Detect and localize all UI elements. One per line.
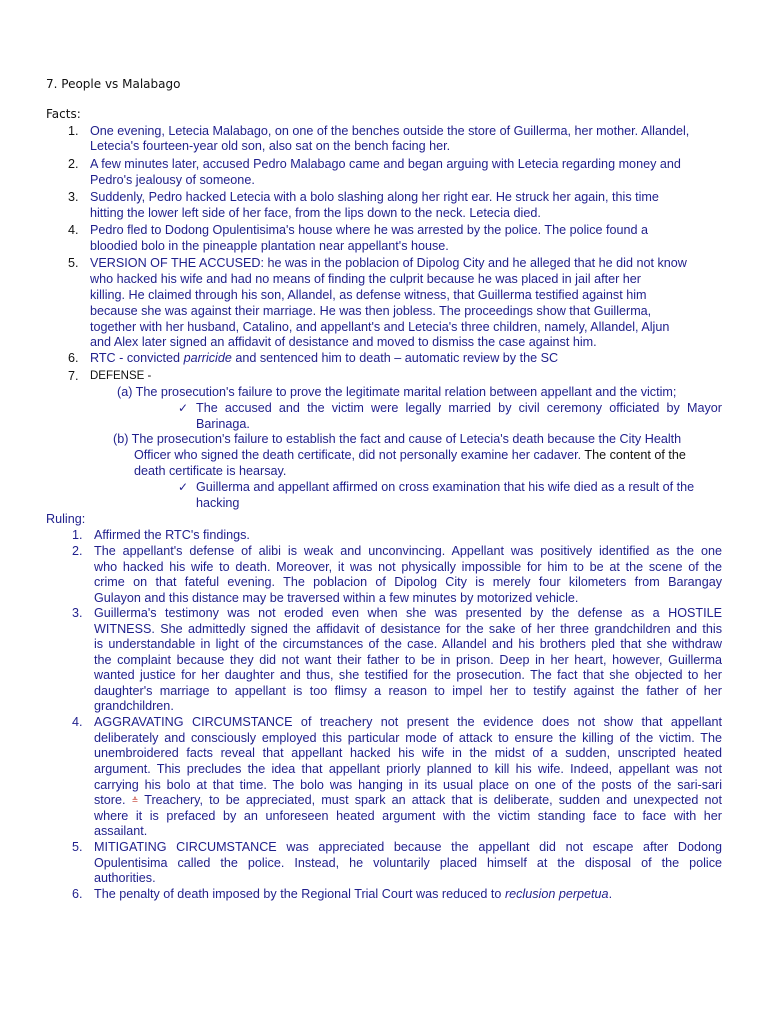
ruling-text: authorities. — [94, 871, 156, 885]
fact-text: hitting the lower left side of her face, from the lips down to the neck. Letecia died. — [90, 206, 541, 220]
defense-a-answer: The accused and the victim were legally married by civil ceremony officiated by Mayor — [196, 401, 722, 415]
case-title: 7. People vs Malabago — [46, 77, 181, 91]
fact-text: Letecia's fourteen-year old son, also sat on the bench facing her. — [90, 139, 451, 153]
facts-heading: Facts: — [46, 107, 81, 121]
list-number: 3. — [68, 190, 79, 204]
list-number: 5. — [72, 840, 83, 854]
list-number: 7. — [68, 369, 79, 383]
ruling-heading: Ruling: — [46, 512, 86, 526]
ruling-text: where it is prefaced by an unforeseen heated argument with the victim standing face to face with her — [94, 809, 722, 823]
defense-b: (b) The prosecution's failure to establish the fact and cause of Letecia's death because the City Health — [113, 432, 682, 446]
fact-text: together with her husband, Catalino, and appellant's and Letecia's three children, namely, Allandel, Aljun — [90, 320, 670, 334]
list-number: 3. — [72, 606, 83, 620]
ruling-text: grandchildren. — [94, 699, 174, 713]
ruling-text: AGGRAVATING CIRCUMSTANCE of treachery not present the evidence does not show that appellant — [94, 715, 722, 729]
ruling-text: Guillerma's testimony was not eroded even when she was presented by the defense as a HOSTILE — [94, 606, 722, 620]
checkmark-icon: ✓ — [178, 480, 189, 494]
fact-text: Suddenly, Pedro hacked Letecia with a bolo slashing along her right ear. He struck her again, this time — [90, 190, 659, 204]
ruling-text: Gulayon and this distance may be traversed within a few minutes by motorized vehicle. — [94, 591, 579, 605]
ruling-text: Opulentisima called the police. Instead, he voluntarily placed himself at the disposal of the police — [94, 856, 722, 870]
ruling-text: carrying his bolo at that time. The bolo was hanging in its usual place on one of the posts of the sari-sari — [94, 778, 722, 792]
fact-text: because she was against their marriage. He was then jobless. The proceedings show that Guillerma, — [90, 304, 652, 318]
defense-heading: DEFENSE - — [90, 370, 152, 382]
fact-text: Pedro fled to Dodong Opulentisima's house where he was arrested by the police. The police found a — [90, 223, 649, 237]
list-number: 6. — [68, 351, 79, 365]
ruling-text: MITIGATING CIRCUMSTANCE was appreciated because the appellant did not escape after Dodong — [94, 840, 722, 854]
defense-a-answer: Barinaga. — [196, 417, 250, 431]
fact-text: One evening, Letecia Malabago, on one of the benches outside the store of Guillerma, her mother. Allandel, — [90, 124, 690, 138]
list-number: 2. — [68, 157, 79, 171]
fact-text: VERSION OF THE ACCUSED: he was in the poblacion of Dipolog City and he alleged that he did not know — [90, 256, 687, 270]
ruling-text: The penalty of death imposed by the Regional Trial Court was reduced to reclusion perpetua. — [94, 887, 613, 901]
fact-text: killing. He claimed through his son, Allandel, as defense witness, that Guillerma testified against him — [90, 288, 647, 302]
ruling-text: Affirmed the RTC's findings. — [94, 528, 250, 542]
fact-text: and Alex later signed an affidavit of desistance and moved to dismiss the case against him. — [90, 335, 597, 349]
ruling-text: crime on that fateful evening. The poblacion of Dipolog City is merely four kilometers from Barangay — [94, 575, 722, 589]
ruling-text: The appellant's defense of alibi is weak and unconvincing. Appellant was positively identified as the one — [94, 544, 722, 558]
defense-b: death certificate is hearsay. — [134, 464, 287, 478]
list-number: 5. — [68, 256, 79, 270]
defense-b-answer: hacking — [196, 496, 240, 510]
ruling-text: is understandable in light of the circumstances of the case. Allandel and his brothers pled that she withdraw — [94, 637, 722, 651]
defense-b: Officer who signed the death certificate, did not personally examine her cadaver. The content of the — [134, 448, 686, 462]
ruling-text: argument. This precludes the idea that appellant priorly planned to kill his wife. Indeed, appellant was not — [94, 762, 722, 776]
ruling-text: the complaint because they did not want their father to be in prison. Deep in her heart, however, Guillerma — [94, 653, 722, 667]
ruling-text: unembroidered facts reveal that appellant hacked his wife in the midst of a sudden, unscripted heated — [94, 746, 722, 760]
list-number: 4. — [68, 223, 79, 237]
fact-text: A few minutes later, accused Pedro Malabago came and began arguing with Letecia regarding money and — [90, 157, 681, 171]
footnote-marker[interactable]: ≙ — [131, 796, 139, 805]
checkmark-icon: ✓ — [178, 401, 189, 415]
defense-b-answer: Guillerma and appellant affirmed on cross examination that his wife died as a result of the — [196, 480, 695, 494]
ruling-text: assailant. — [94, 824, 148, 838]
list-number: 1. — [72, 528, 83, 542]
ruling-text: daughter's marriage to appellant is too flimsy a reason to impel her to testify against the father of her — [94, 684, 722, 698]
fact-text: Pedro's jealousy of someone. — [90, 173, 255, 187]
list-number: 1. — [68, 124, 79, 138]
ruling-text: store. ≙ Treachery, to be appreciated, must spark an attack that is deliberate, sudden and unexpected not — [94, 793, 723, 807]
ruling-text: deliberately and consciously employed this particular mode of attack to ensure the killing of the victim. The — [94, 731, 722, 745]
ruling-text: who hacked his wife to death. Moreover, it was not physically impossible for him to be at the scene of the — [94, 560, 722, 574]
defense-a: (a) The prosecution's failure to prove the legitimate marital relation between appellant and the victim; — [117, 385, 677, 399]
fact-text: who hacked his wife and had no means of finding the culprit because he was placed in jail after her — [90, 272, 641, 286]
ruling-text: WITNESS. She admittedly signed the affidavit of desistance for the sake of her three grandchildren and this — [94, 622, 722, 636]
fact-text: RTC - convicted parricide and sentenced him to death – automatic review by the SC — [90, 351, 559, 365]
list-number: 6. — [72, 887, 83, 901]
ruling-text: wanted justice for her daughter and thus, she testified for the prosecution. The fact that she objected to her — [94, 668, 722, 682]
fact-text: bloodied bolo in the pineapple plantation near appellant's house. — [90, 239, 449, 253]
list-number: 4. — [72, 715, 83, 729]
list-number: 2. — [72, 544, 83, 558]
